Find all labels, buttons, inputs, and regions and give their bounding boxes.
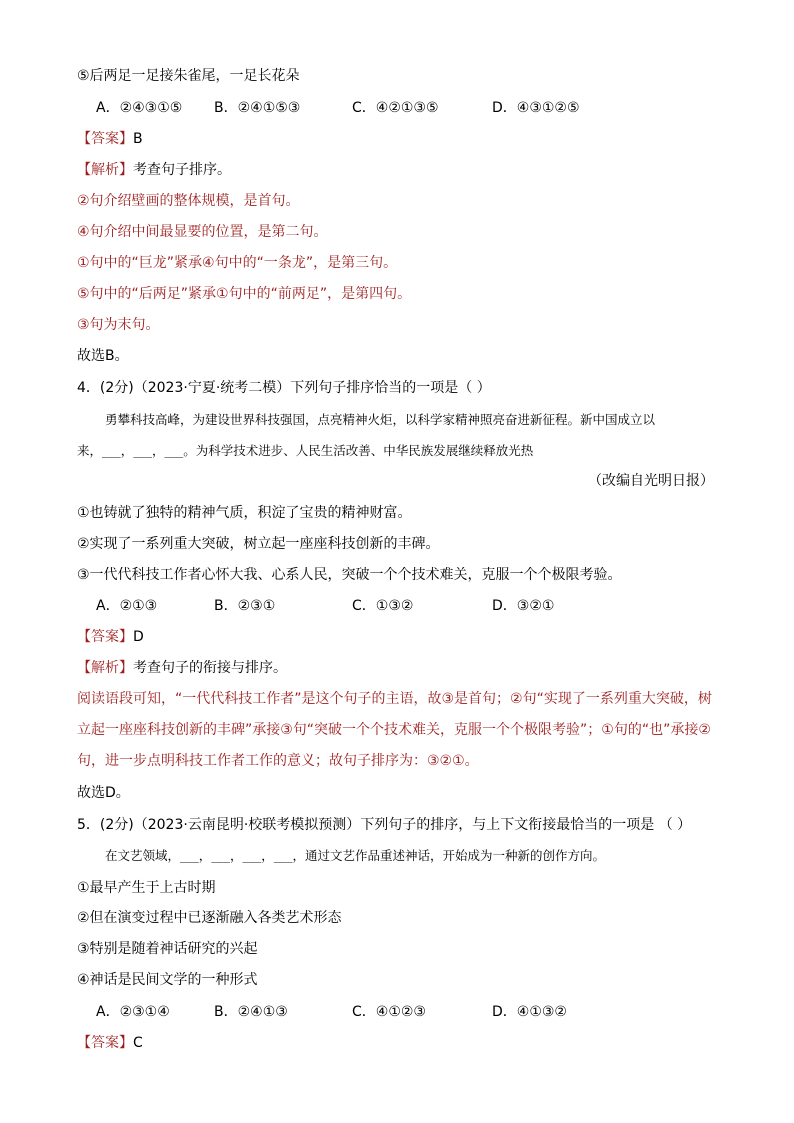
q5-stem: 5．(2分)（2023·云南昆明·校联考模拟预测）下列句子的排序，与上下文衔接最恰当的一项是 （ ） — [77, 817, 692, 833]
q3-analysis-line: ④句介绍中间最显要的位置，是第二句。 — [77, 224, 328, 240]
q4-source: （改编自光明日报） — [588, 473, 714, 489]
q4-option-d: D．③②① — [492, 598, 555, 614]
q3-item-5: ⑤后两足一足接朱雀尾，一足长花朵 — [77, 68, 300, 84]
q3-option-a: A．②④③①⑤ — [96, 100, 183, 116]
q4-option-c: C．①③② — [352, 598, 414, 614]
q3-option-b: B．②④①⑤③ — [214, 100, 301, 116]
q4-item-2: ②实现了一系列重大突破，树立起一座座科技创新的丰碑。 — [77, 536, 440, 552]
answer-value: C — [133, 1035, 143, 1051]
q4-option-a: A．②①③ — [96, 598, 158, 614]
q3-analysis-line: ①句中的“巨龙”紧承④句中的“一条龙”，是第三句。 — [77, 255, 398, 271]
q4-passage-line-1: 勇攀科技高峰，为建设世界科技强国，点亮精神火炬，以科学家精神照亮奋进新征程。新中国成立以 — [105, 412, 656, 427]
q4-stem: 4．(2分)（2023·宁夏·统考二模）下列句子排序恰当的一项是（ ） — [77, 380, 491, 396]
q4-explanation: 阅读语段可知，“一代代科技工作者”是这个句子的主语，故③是首句；②句“实现了一系列重大突破，树立起一座座科技创新的丰碑”承接③句“突破一个个技术难关，克服一个个极限考验”；①句的“也”承接②句，进一步点明科技工作者工作的意义；故句子排序为：③②①。 — [77, 691, 712, 769]
q3-answer — [77, 129, 143, 149]
q3-option-d: D．④③①②⑤ — [492, 100, 580, 116]
analysis-text: 考查句子排序。 — [133, 162, 231, 178]
q3-option-c: C．④②①③⑤ — [352, 100, 439, 116]
answer-tag: 【答案】 — [77, 131, 133, 147]
q5-item-3: ③特别是随着神话研究的兴起 — [77, 941, 258, 957]
answer-tag: 【答案】 — [77, 1035, 133, 1051]
q5-option-c: C．④①②③ — [352, 1004, 426, 1020]
q4-passage-line-2: 来，___，___，___。为科学技术进步、人民生活改善、中华民族发展继续释放光热 — [77, 443, 534, 458]
q5-option-d: D．④①③② — [492, 1004, 567, 1020]
q4-analysis — [77, 658, 287, 678]
answer-value: B — [133, 131, 143, 147]
q5-option-b: B．②④①③ — [214, 1004, 288, 1020]
analysis-text: 考查句子的衔接与排序。 — [133, 660, 287, 676]
q4-conclusion: 故选D。 — [77, 785, 130, 801]
q5-item-1: ①最早产生于上古时期 — [77, 880, 216, 896]
analysis-tag: 【解析】 — [77, 660, 133, 676]
q5-item-2: ②但在演变过程中已逐渐融入各类艺术形态 — [77, 910, 342, 926]
q5-answer — [77, 1033, 143, 1053]
q5-item-4: ④神话是民间文学的一种形式 — [77, 972, 258, 988]
answer-value: D — [133, 629, 144, 645]
q4-option-b: B．②③① — [214, 598, 276, 614]
q4-item-3: ③一代代科技工作者心怀大我、心系人民，突破一个个技术难关，克服一个个极限考验。 — [77, 567, 622, 583]
q4-item-1: ①也铸就了独特的精神气质，积淀了宝贵的精神财富。 — [77, 505, 412, 521]
q3-analysis-line: ⑤句中的“后两足”紧承①句中的“前两足”，是第四句。 — [77, 286, 412, 302]
q5-option-a: A．②③①④ — [96, 1004, 170, 1020]
q3-analysis — [77, 160, 231, 180]
answer-tag: 【答案】 — [77, 629, 133, 645]
analysis-tag: 【解析】 — [77, 162, 133, 178]
q4-answer — [77, 627, 144, 647]
q3-analysis-line: ③句为末句。 — [77, 317, 160, 333]
q3-analysis-line: ②句介绍壁画的整体规模，是首句。 — [77, 193, 300, 209]
q5-passage: 在文艺领域，___，___，___，___，通过文艺作品重述神话，开始成为一种新的创作方向。 — [105, 848, 606, 863]
q3-conclusion: 故选B。 — [77, 348, 129, 364]
